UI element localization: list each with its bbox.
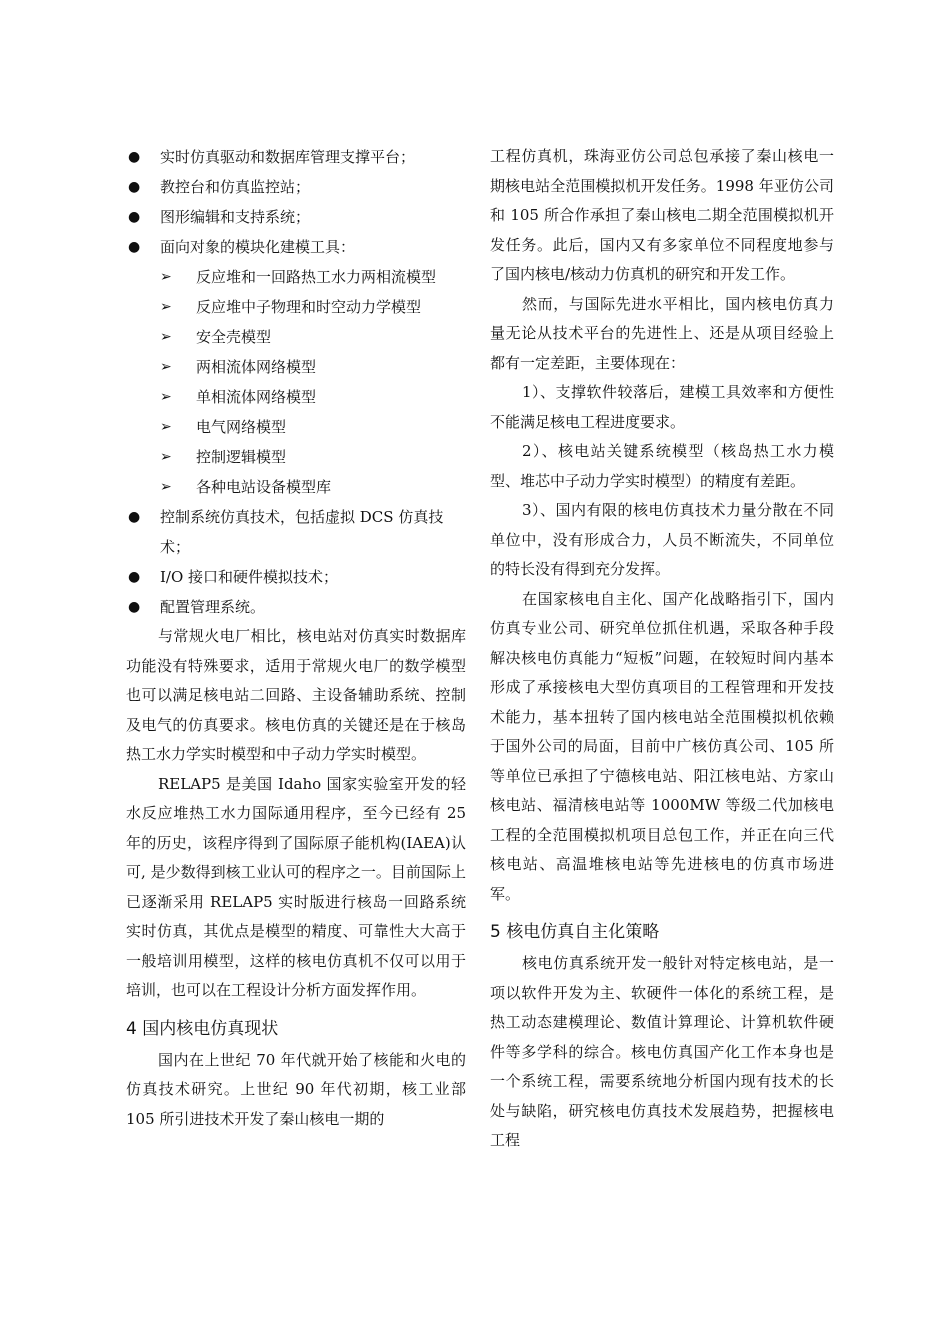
list-item-text: 配置管理系统。 — [160, 598, 266, 616]
bullet-icon: ● — [128, 239, 141, 255]
sublist-item — [126, 412, 466, 442]
sublist-item — [126, 382, 466, 412]
paragraph: 核电仿真系统开发一般针对特定核电站，是一项以软件开发为主、软硬件一体化的系统工程，是热工动态建模理论、数值计算理论、计算机软件硬件等多学科的综合。核电仿真国产化工作本身也是一个系统工程，需要系统地分析国内现有技术的长处与缺陷，研究核电仿真技术发展趋势，把握核电工程 — [490, 954, 834, 1149]
list-item — [126, 142, 466, 172]
section-heading: 5 核电仿真自主化策略 — [490, 922, 660, 942]
feature-list-continued — [126, 502, 466, 622]
list-item — [126, 502, 466, 562]
sublist-item — [126, 472, 466, 502]
paragraph: RELAP5 是美国 Idaho 国家实验室开发的轻水反应堆热工水力国际通用程序，至今已经有 25 年的历史，该程序得到了国际原子能机构(IAEA)认可, 是少数得到核工业认可的程序之一。目前国际上已逐渐采用 RELAP5 实时版进行核岛一回路系统实时仿真，其优点是模型的精度、可靠性大大高于一般培训用模型，这样的核电仿真机不仅可以用于培训，也可以在工程设计分析方面发挥作用。 — [126, 774, 466, 999]
bullet-icon: ● — [128, 509, 141, 525]
sublist-item-text: 两相流体网络模型 — [196, 358, 317, 376]
arrow-bullet-icon: ➢ — [160, 359, 172, 375]
list-item — [126, 592, 466, 622]
bullet-icon: ● — [128, 569, 141, 585]
arrow-bullet-icon: ➢ — [160, 329, 172, 345]
bullet-icon: ● — [128, 209, 141, 225]
list-item-text: I/O 接口和硬件模拟技术； — [160, 568, 339, 586]
paragraph: 在国家核电自主化、国产化战略指引下，国内仿真专业公司、研究单位抓住机遇，采取各种手段解决核电仿真能力“短板”问题，在较短时间内基本形成了承接核电大型仿真项目的工程管理和开发技术能力，基本扭转了国内核电站全范围模拟机依赖于国外公司的局面，目前中广核仿真公司、105 所等单位已承担了宁德核电站、阳江核电站、方家山核电站、福清核电站等 1000MW 等级二代加核电工程的全范围模拟机项目总包工作，并正在向三代核电站、高温堆核电站等先进核电的仿真市场进军。 — [490, 589, 834, 903]
sublist-item-text: 单相流体网络模型 — [196, 388, 317, 406]
paragraph: 然而，与国际先进水平相比，国内核电仿真力量无论从技术平台的先进性上、还是从项目经验上都有一定差距，主要体现在： — [490, 294, 834, 372]
list-item — [126, 232, 466, 262]
sublist-item-text: 反应堆和一回路热工水力两相流模型 — [196, 268, 437, 286]
paragraph: 工程仿真机，珠海亚仿公司总包承接了秦山核电一期核电站全范围模拟机开发任务。1998 年亚仿公司和 105 所合作承担了秦山核电二期全范围模拟机开发任务。此后，国内又有多家单位不同程度地参与了国内核电/核动力仿真机的研究和开发工作。 — [490, 147, 834, 283]
arrow-bullet-icon: ➢ — [160, 269, 172, 285]
list-item — [126, 562, 466, 592]
bullet-icon: ● — [128, 179, 141, 195]
sublist-item — [126, 292, 466, 322]
sublist-item — [126, 262, 466, 292]
arrow-bullet-icon: ➢ — [160, 389, 172, 405]
right-column — [490, 142, 834, 1156]
sublist-item-text: 控制逻辑模型 — [196, 448, 287, 466]
numbered-item: 3）、国内有限的核电仿真技术力量分散在不同单位中，没有形成合力，人员不断流失，不同单位的特长没有得到充分发挥。 — [490, 501, 834, 578]
paragraph: 与常规火电厂相比，核电站对仿真实时数据库功能没有特殊要求，适用于常规火电厂的数学模型也可以满足核电站二回路、主设备辅助系统、控制及电气的仿真要求。核电仿真的关键还是在于核岛热工水力学实时模型和中子动力学实时模型。 — [126, 627, 466, 763]
feature-list — [126, 142, 466, 262]
bullet-icon: ● — [128, 149, 141, 165]
sublist-item — [126, 322, 466, 352]
list-item-text: 教控台和仿真监控站； — [160, 178, 311, 196]
sublist-item — [126, 442, 466, 472]
arrow-bullet-icon: ➢ — [160, 419, 172, 435]
list-item-text: 图形编辑和支持系统； — [160, 208, 311, 226]
list-item — [126, 172, 466, 202]
numbered-item: 2）、核电站关键系统模型（核岛热工水力模型、堆芯中子动力学实时模型）的精度有差距。 — [490, 442, 834, 490]
sublist-item-text: 反应堆中子物理和时空动力学模型 — [196, 298, 422, 316]
bullet-icon: ● — [128, 599, 141, 615]
list-item-text: 面向对象的模块化建模工具： — [160, 238, 356, 256]
arrow-bullet-icon: ➢ — [160, 479, 172, 495]
sublist-item-text: 电气网络模型 — [196, 418, 287, 436]
list-item-text: 实时仿真驱动和数据库管理支撑平台； — [160, 148, 416, 166]
left-column — [126, 142, 466, 1134]
numbered-item: 1）、支撑软件较落后，建模工具效率和方便性不能满足核电工程进度要求。 — [490, 383, 834, 431]
paragraph: 国内在上世纪 70 年代就开始了核能和火电的仿真技术研究。上世纪 90 年代初期，核工业部 105 所引进技术开发了秦山核电一期的 — [126, 1050, 466, 1128]
list-item-text: 控制系统仿真技术，包括虚拟 DCS 仿真技术； — [160, 508, 444, 556]
sublist-item-text: 安全壳模型 — [196, 328, 272, 346]
arrow-bullet-icon: ➢ — [160, 449, 172, 465]
list-item — [126, 202, 466, 232]
section-heading: 4 国内核电仿真现状 — [126, 1018, 279, 1039]
sublist-item — [126, 352, 466, 382]
arrow-bullet-icon: ➢ — [160, 299, 172, 315]
sublist-item-text: 各种电站设备模型库 — [196, 478, 332, 496]
modeling-tools-sublist — [126, 262, 466, 502]
